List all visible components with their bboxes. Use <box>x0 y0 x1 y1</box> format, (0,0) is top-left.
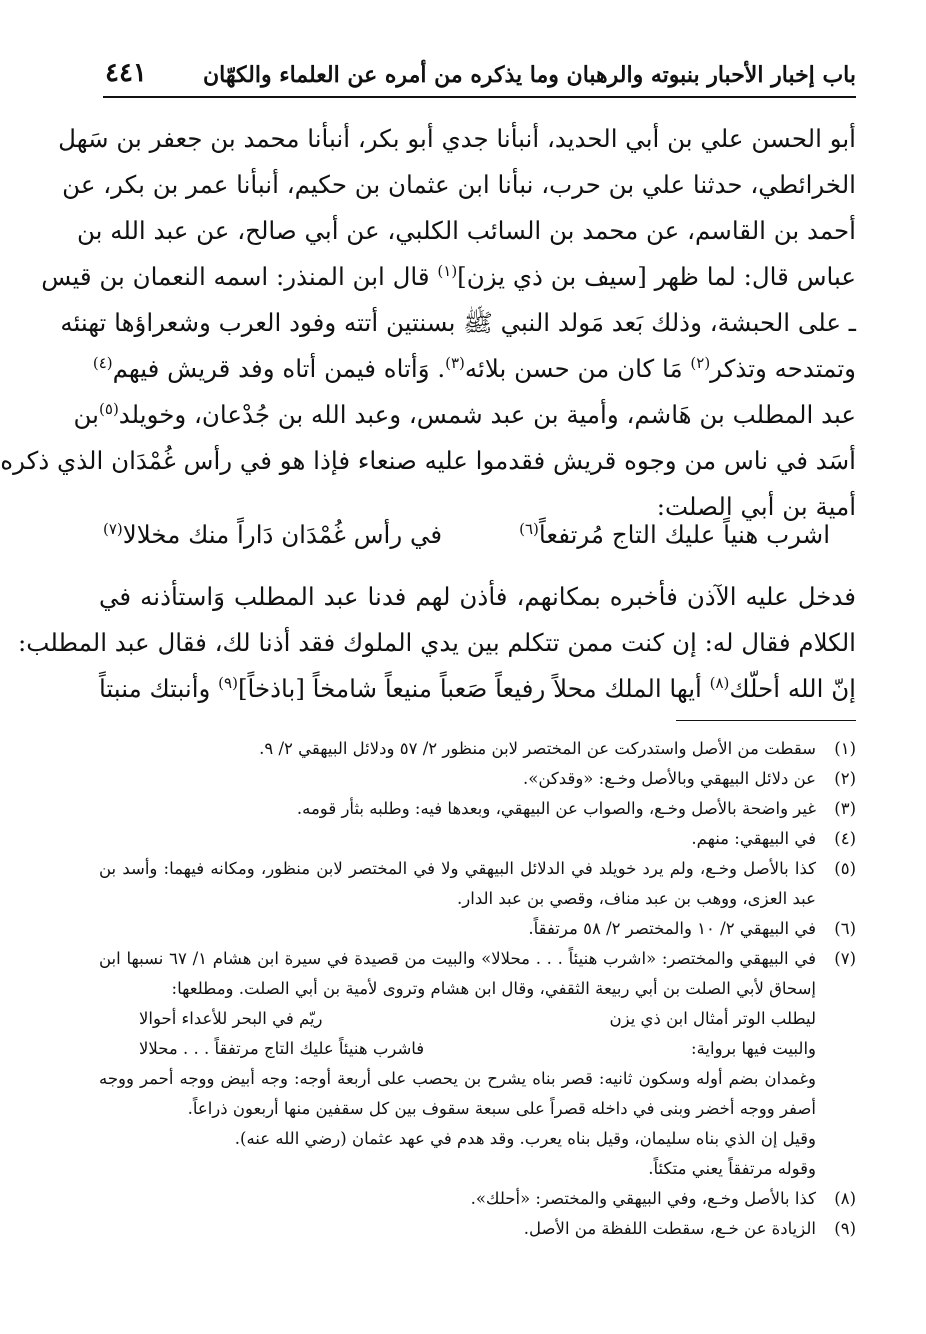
verse-second-hemistich <box>103 520 442 549</box>
footnote <box>99 1184 856 1214</box>
footnote-number: (٦) <box>834 919 856 938</box>
footnote-ref[interactable]: (٩) <box>218 673 238 692</box>
footnote-separator <box>676 720 856 721</box>
text-line: أمية بن أبي الصلت: <box>656 492 856 521</box>
text-segment: وتمتدحه وتذكر <box>710 354 856 383</box>
variant-label: والبيت فيها برواية: <box>691 1039 816 1058</box>
footnote <box>99 734 856 764</box>
text-segment: عبد المطلب بن هَاشم، وأمية بن عبد شمس، وعبد الله بن جُدْعان، وخويلد <box>118 400 856 429</box>
footnotes-section <box>99 734 856 1244</box>
text-line: الكلام فقال له: إن كنت ممن تتكلم بين يدي الملوك فقد أذنا لك، فقال عبد المطلب: <box>18 628 856 657</box>
chapter-title: باب إخبار الأحبار بنبوته والرهبان وما يذكره من أمره عن العلماء والكهّان <box>202 62 856 88</box>
footnote-text: عن دلائل البيهقي وبالأصل وخـع: «وقدكن». <box>523 769 816 788</box>
main-text-continued <box>18 574 856 712</box>
hemistich-text: اشرب هنياً عليك التاج مُرتفعاً <box>538 520 830 549</box>
text-segment: إنّ الله أحلّك <box>729 674 856 703</box>
footnote-paragraph: وقوله مرتفقاً يعني متكئاً. <box>648 1159 816 1178</box>
footnote-ref[interactable]: (٢) <box>690 353 711 372</box>
footnote-poem-line <box>99 1034 816 1064</box>
footnote-ref[interactable]: (٦) <box>519 519 539 538</box>
footnote-paragraph: وغمدان بضم أوله وسكون ثانيه: قصر بناه يشرح بن يحصب على أربعة أوجه: وجه أبيض ووجه أحمر ووجه أصفر ووجه أخضر وبنى في داخله قصراً على سبعة سقوف بين كل سقفين منها أربعون ذراعاً. <box>99 1069 816 1118</box>
text-segment: بن <box>73 400 100 429</box>
text-line: فدخل عليه الآذن فأخبره بمكانهم، فأذن لهم فدنا عبد المطلب وَاستأذنه في <box>99 582 856 611</box>
text-segment: أيها الملك محلاً رفيعاً صَعباً منيعاً شامخاً [باذخاً] <box>237 674 710 703</box>
footnote-number: (٢) <box>834 769 856 788</box>
page-number: ٤٤١ <box>105 58 147 88</box>
text-line <box>99 666 856 712</box>
footnote-number: (٣) <box>834 799 856 818</box>
text-segment: وأنبتك منبتاً <box>98 674 219 703</box>
running-header <box>103 48 856 98</box>
footnote-text: الزيادة عن خـع، سقطت اللفظة من الأصل. <box>523 1219 816 1238</box>
footnote <box>99 1214 856 1244</box>
footnote <box>99 764 856 794</box>
footnote-paragraph: وقيل إن الذي بناه سليمان، وقيل بناه يعرب. وقد هدم في عهد عثمان (رضي الله عنه). <box>234 1129 816 1148</box>
poem-verse <box>103 512 830 568</box>
footnote-poem-line <box>99 1004 816 1034</box>
footnote-ref[interactable]: (٨) <box>709 673 730 692</box>
footnote-number: (٧) <box>834 949 856 968</box>
footnote-number: (٩) <box>834 1219 856 1238</box>
footnote-ref[interactable]: (١) <box>437 261 458 280</box>
poem-hemistich: ليطلب الوتر أمثال ابن ذي يزن <box>609 1009 816 1028</box>
footnote-number: (٤) <box>834 829 856 848</box>
footnote-ref[interactable]: (٧) <box>103 519 123 538</box>
text-line: أسَد في ناس من وجوه قريش فقدموا عليه صنعاء فإذا هو في رأس غُمْدَان الذي ذكره <box>0 446 856 475</box>
footnote-number: (٨) <box>834 1189 856 1208</box>
text-segment: مَا كان من حسن بلائه <box>464 354 683 383</box>
text-line <box>73 392 856 438</box>
footnote-ref[interactable]: (٤) <box>92 353 113 372</box>
main-text <box>0 116 856 530</box>
footnote-text: في البيهقي: منهم. <box>691 829 816 848</box>
hemistich-text: في رأس غُمْدَان دَاراً منك مخلالا <box>122 520 443 549</box>
verse-first-hemistich <box>519 520 830 549</box>
footnote-ref[interactable]: (٣) <box>445 353 465 372</box>
text-line: الخرائطي، حدثنا علي بن حرب، نبأنا ابن عثمان بن حكيم، أنبأنا عمر بن بكر، عن <box>62 170 856 199</box>
text-line: أحمد بن القاسم، عن محمد بن السائب الكلبي، عن أبي صالح، عن عبد الله بن <box>76 216 856 245</box>
footnote-text: غير واضحة بالأصل وخـع، والصواب عن البيهقي، وبعدها فيه: وطلبه بثأر قومه. <box>296 799 816 818</box>
footnote-text: كذا بالأصل وخـع، وفي البيهقي والمختصر: «أحلك». <box>470 1189 816 1208</box>
footnote <box>99 944 856 1184</box>
footnote-ref[interactable]: (٥) <box>99 399 119 418</box>
footnote <box>99 794 856 824</box>
variant-text: فاشرب هنيئاً عليك التاج مرتفقاً . . . محلالا <box>139 1039 425 1058</box>
text-segment: . وَأتاه فيمن أتاه وفد قريش فيهم <box>112 354 446 383</box>
text-segment: عباس قال: لما ظهر [سيف بن ذي يزن] <box>457 262 856 291</box>
footnote <box>99 824 856 854</box>
footnote-number: (٥) <box>834 859 856 878</box>
poem-hemistich: ريّم في البحر للأعداء أحوالا <box>139 1009 323 1028</box>
text-line: ـ على الحبشة، وذلك بَعد مَولد النبي ﷺ بسنتين أتته وفود العرب وشعراؤها تهنئه <box>60 308 856 337</box>
footnote <box>99 914 856 944</box>
text-line <box>41 254 856 300</box>
footnote-text: سقطت من الأصل واستدركت عن المختصر لابن منظور ٢/ ٥٧ ودلائل البيهقي ٢/ ٩. <box>259 739 816 758</box>
text-line <box>92 346 856 392</box>
text-segment: قال ابن المنذر: اسمه النعمان بن قيس <box>41 262 430 291</box>
footnote <box>99 854 856 914</box>
text-line: أبو الحسن علي بن أبي الحديد، أنبأنا جدي أبو بكر، أنبأنا محمد بن جعفر بن سَهل <box>58 124 856 153</box>
footnote-text: في البيهقي ٢/ ١٠ والمختصر ٢/ ٥٨ مرتفقاً. <box>528 919 816 938</box>
footnote-text: كذا بالأصل وخـع، ولم يرد خويلد في الدلائل البيهقي ولا في المختصر لابن منظور، ومكانه فيهما: وأسد بن عبد العزى، ووهب بن عبد مناف، وقصي بن عبد الدار. <box>99 859 816 908</box>
footnote-paragraph: في البيهقي والمختصر: «اشرب هنيئاً . . . محلالا» والبيت من قصيدة في سيرة ابن هشام ١/ ٦٧ نسبها ابن إسحاق لأبي الصلت بن أبي ربيعة الثقفي، وقال ابن هشام وتروى لأمية بن أبي الصلت. ومطلعها: <box>99 949 816 998</box>
footnote-text <box>99 944 816 1184</box>
footnote-number: (١) <box>834 739 856 758</box>
